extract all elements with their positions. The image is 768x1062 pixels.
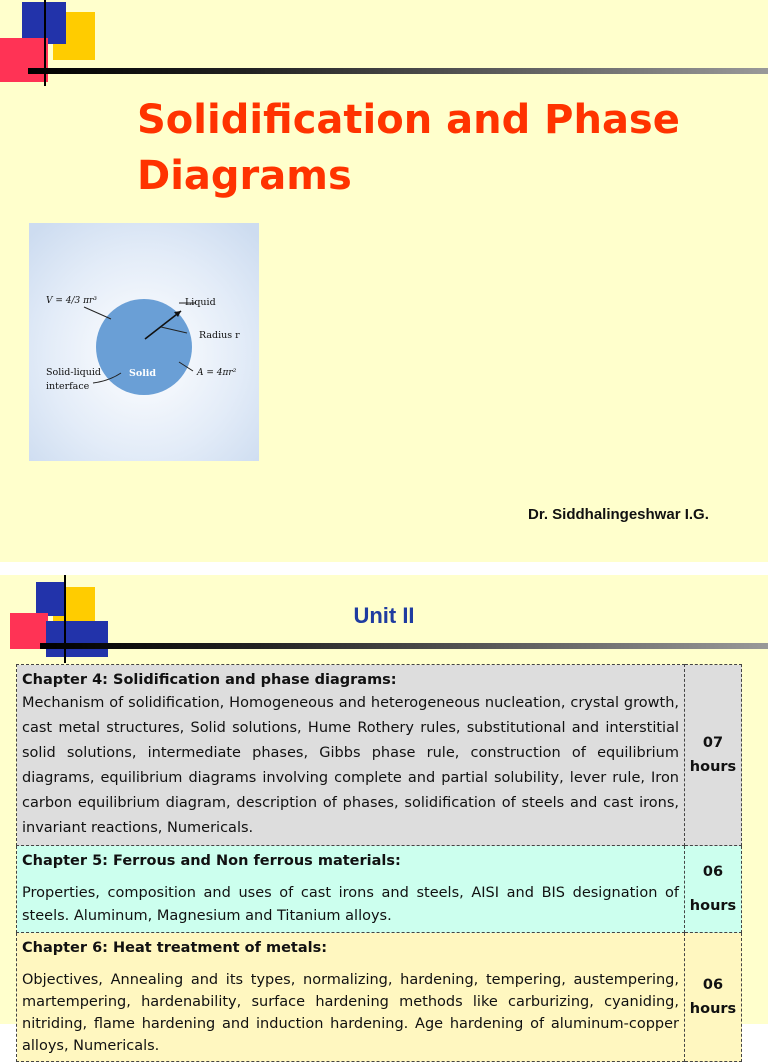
decor-horizontal-line <box>28 68 768 74</box>
liquid-label: Liquid <box>185 297 216 308</box>
slide-title: Solidification and Phase Diagrams <box>137 97 680 199</box>
chapter-cell <box>17 933 685 1062</box>
chapter-body: Objectives, Annealing and its types, normalizing, hardening, tempering, austempering, martempering, hardenability, surface hardening methods like carburizing, cyaniding, nitriding, flame hardening and induction hardening. Age hardening of aluminum-copper alloys, Numericals. <box>22 972 679 1054</box>
decor-red-square <box>0 38 48 82</box>
chapter-body: Properties, composition and uses of cast irons and steels, AISI and BIS designation of steels. Aluminum, Magnesium and Titanium alloys. <box>22 885 679 924</box>
unit-title: Unit II <box>353 603 415 628</box>
chapter-title: Chapter 4: Solidification and phase diagrams: <box>22 672 397 688</box>
syllabus-table <box>16 664 742 1062</box>
solid-label: Solid <box>129 368 157 379</box>
syllabus-slide <box>0 575 768 1054</box>
table-row <box>17 846 742 933</box>
nucleus-figure <box>29 223 259 461</box>
hours-number: 06 <box>702 977 724 993</box>
chapter-title: Chapter 5: Ferrous and Non ferrous materials: <box>22 853 401 869</box>
chapter-body: Mechanism of solidification, Homogeneous and heterogeneous nucleation, crystal growth, cast metal structures, Solid solutions, Hume Rothery rules, substitutional and interstitial solid solutions, intermediate phases, Gibbs phase rule, construction of equilibrium diagrams, equilibrium diagrams involving complete and partial solubility, lever rule, Iron carbon equilibrium diagram, description of phases, solidification of steels and cast irons, invariant reactions, Numericals. <box>22 695 679 836</box>
hours-number: 06 <box>702 864 724 880</box>
table-row <box>17 933 742 1062</box>
hours-unit: hours <box>689 898 737 914</box>
hours-unit: hours <box>689 1001 737 1017</box>
decor-horizontal-line <box>40 643 768 649</box>
interface-label-line1: Solid-liquid <box>46 367 101 378</box>
interface-label-line2: interface <box>46 381 90 392</box>
chapter-title: Chapter 6: Heat treatment of metals: <box>22 940 328 956</box>
hours-unit: hours <box>689 759 737 775</box>
hours-cell <box>685 665 742 846</box>
area-label: A = 4πr² <box>197 368 237 378</box>
chapter-cell <box>17 665 685 846</box>
solid-sphere-diagram <box>29 223 259 461</box>
hours-cell <box>685 933 742 1062</box>
author-name: Dr. Siddhalingeshwar I.G. <box>528 506 709 523</box>
chapter-cell <box>17 846 685 933</box>
radius-label: Radius r <box>199 330 240 341</box>
hours-number: 07 <box>702 735 724 751</box>
hours-cell <box>685 846 742 933</box>
table-row <box>17 665 742 846</box>
volume-label: V = 4/3 πr³ <box>46 296 97 306</box>
